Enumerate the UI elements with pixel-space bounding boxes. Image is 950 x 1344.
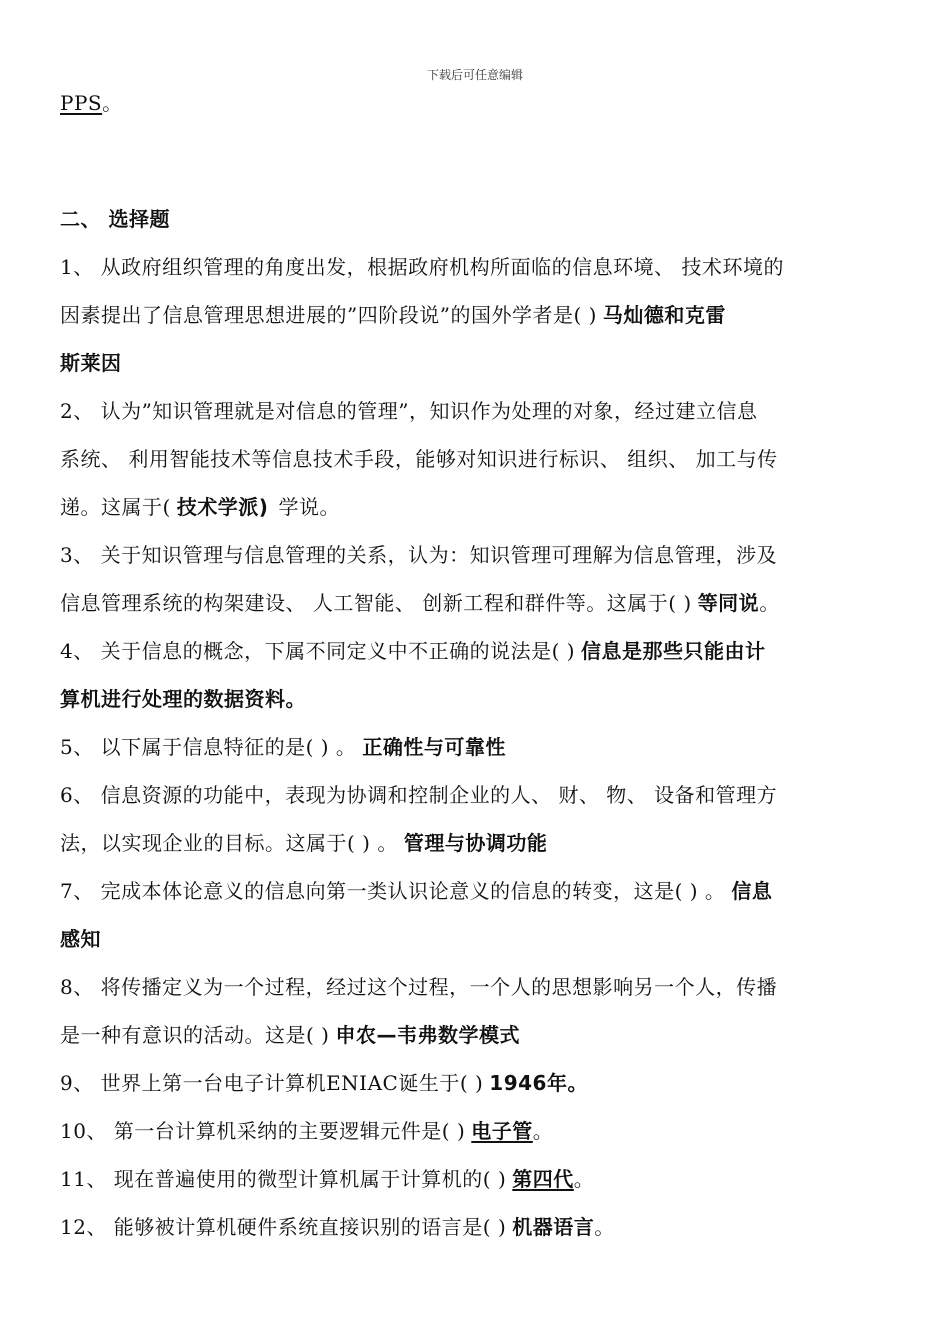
- question-line: [60, 1212, 890, 1242]
- answer-text: 信息: [731, 879, 773, 903]
- question-line: [60, 1020, 890, 1050]
- answer-text: 技术学派): [176, 495, 269, 519]
- question-line: [60, 300, 890, 330]
- answer-text: 感知: [60, 927, 101, 951]
- question-text: 1、 从政府组织管理的角度出发，根据政府机构所面临的信息环境、 技术环境的: [60, 255, 784, 279]
- answer-text: 第四代: [512, 1167, 574, 1191]
- answer-text: 申农—韦弗数学模式: [335, 1023, 520, 1047]
- line-tail: 。: [759, 591, 780, 615]
- question-line: [60, 1164, 890, 1194]
- question-text: 7、 完成本体论意义的信息向第一类认识论意义的信息的转变，这是( ) 。: [60, 879, 726, 903]
- question-text: 2、 认为”知识管理就是对信息的管理”，知识作为处理的对象，经过建立信息: [60, 399, 758, 423]
- answer-text: 机器语言: [512, 1215, 595, 1239]
- question-line: [60, 444, 890, 474]
- question-text: 8、 将传播定义为一个过程，经过这个过程，一个人的思想影响另一个人，传播: [60, 975, 778, 999]
- question-line: [60, 492, 890, 522]
- question-line: [60, 972, 890, 1002]
- answer-text: 电子管: [471, 1119, 533, 1143]
- question-text: 12、 能够被计算机硬件系统直接识别的语言是( ): [60, 1215, 507, 1239]
- question-line: [60, 828, 890, 858]
- question-line: [60, 636, 890, 666]
- question-line: [60, 1068, 890, 1098]
- pps-text: PPS: [60, 91, 103, 115]
- question-line: [60, 1116, 890, 1146]
- question-text: 系统、 利用智能技术等信息技术手段，能够对知识进行标识、 组织、 加工与传: [60, 447, 778, 471]
- question-line: [60, 876, 890, 906]
- answer-text: 马灿德和克雷: [602, 303, 726, 327]
- question-line: [60, 348, 890, 378]
- question-text: 6、 信息资源的功能中，表现为协调和控制企业的人、 财、 物、 设备和管理方: [60, 783, 778, 807]
- page-header: 下载后可任意编辑: [426, 68, 523, 82]
- question-text: 11、 现在普遍使用的微型计算机属于计算机的( ): [60, 1167, 507, 1191]
- question-text: 10、 第一台计算机采纳的主要逻辑元件是( ): [60, 1119, 466, 1143]
- top-line-tail: 。: [102, 91, 123, 115]
- question-text: 5、 以下属于信息特征的是( ) 。: [60, 735, 357, 759]
- question-line: [60, 780, 890, 810]
- line-tail: 。: [532, 1119, 554, 1143]
- answer-text: 正确性与可靠性: [362, 735, 506, 759]
- question-line: [60, 588, 890, 618]
- top-line: [60, 88, 890, 118]
- line-tail: 。: [594, 1215, 615, 1239]
- question-line: [60, 732, 890, 762]
- question-text: 是一种有意识的活动。这是( ): [60, 1023, 330, 1047]
- question-line: [60, 684, 890, 714]
- section-title: 二、 选择题: [60, 207, 170, 231]
- question-line: [60, 540, 890, 570]
- question-text: 递。这属于(: [60, 495, 171, 519]
- question-text: 3、 关于知识管理与信息管理的关系，认为：知识管理可理解为信息管理，涉及: [60, 543, 778, 567]
- question-line: [60, 924, 890, 954]
- question-text: 因素提出了信息管理思想进展的”四阶段说”的国外学者是( ): [60, 303, 597, 327]
- answer-text: 等同说: [697, 591, 760, 615]
- question-text: 法，以实现企业的目标。这属于( ) 。: [60, 831, 398, 855]
- question-line: [60, 252, 890, 282]
- answer-text: 信息是那些只能由计: [581, 639, 766, 663]
- question-line: [60, 396, 890, 426]
- question-text: 9、 世界上第一台电子计算机ENIAC诞生于( ): [60, 1071, 484, 1095]
- answer-text: 斯莱因: [60, 351, 122, 375]
- line-tail: 。: [573, 1167, 595, 1191]
- question-text: 信息管理系统的构架建设、 人工智能、 创新工程和群件等。这属于( ): [60, 591, 692, 615]
- answer-text: 1946年。: [489, 1071, 588, 1095]
- answer-text: 算机进行处理的数据资料。: [60, 687, 306, 711]
- line-tail: 学说。: [278, 495, 340, 519]
- answer-text: 管理与协调功能: [403, 831, 548, 855]
- question-text: 4、 关于信息的概念，下属不同定义中不正确的说法是( ): [60, 639, 576, 663]
